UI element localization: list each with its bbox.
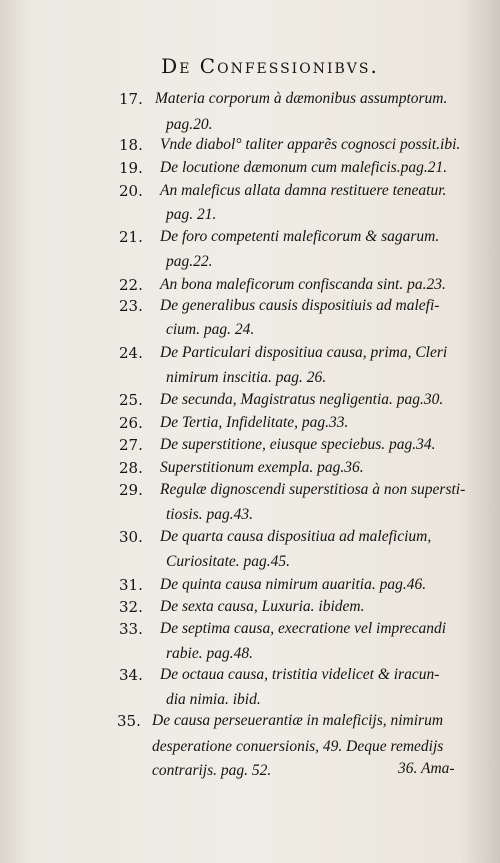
entry-text-line: De sexta causa, Luxuria. ibidem. xyxy=(160,598,365,615)
entry-text-line: De foro competenti maleficorum & sagarum. xyxy=(160,228,440,245)
entry-text-line: pag. 21. xyxy=(166,206,217,223)
entry-number: 35. xyxy=(117,712,141,730)
entry-number: 30. xyxy=(119,528,143,546)
entry-number: 32. xyxy=(119,598,143,616)
entry-number: 31. xyxy=(119,576,143,594)
entry-text-line: Regulæ dignoscendi superstitiosa à non supersti- xyxy=(160,481,466,498)
entry-number: 27. xyxy=(119,436,143,454)
entry-number: 26. xyxy=(119,414,143,432)
entry-text-line: De quarta causa dispositiua ad maleficium, xyxy=(160,528,432,545)
entry-text-line: Vnde diabol° taliter apparẽs cognosci possit.ibi. xyxy=(160,136,461,153)
entry-text-line: pag.22. xyxy=(166,253,213,270)
entry-number: 24. xyxy=(119,344,143,362)
entry-text-line: De locutione dæmonum cum maleficis.pag.21. xyxy=(160,159,448,176)
entry-text-line: nimirum inscitia. pag. 26. xyxy=(166,369,327,386)
entry-number: 34. xyxy=(119,666,143,684)
entry-text-line: tiosis. pag.43. xyxy=(166,506,253,523)
entry-number: 21. xyxy=(119,228,143,246)
entry-number: 22. xyxy=(119,276,143,294)
catchword: 36. Ama- xyxy=(398,760,455,777)
entry-number: 33. xyxy=(119,620,143,638)
entry-text-line: pag.20. xyxy=(166,116,213,133)
entry-text-line: De Particulari dispositiua causa, prima, Cleri xyxy=(160,344,448,361)
entry-number: 20. xyxy=(119,182,143,200)
entry-text-line: An maleficus allata damna restituere teneatur. xyxy=(160,182,447,199)
entry-text-line: dia nimia. ibid. xyxy=(166,691,261,708)
entry-number: 29. xyxy=(119,481,143,499)
entry-number: 17. xyxy=(119,90,143,108)
entry-text-line: rabie. pag.48. xyxy=(166,645,253,662)
entry-text-line: Materia corporum à dæmonibus assumptorum. xyxy=(155,90,448,107)
entry-text-line: An bona maleficorum confiscanda sint. pa.23. xyxy=(160,276,446,293)
entry-text-line: De octaua causa, tristitia videlicet & iracun- xyxy=(160,666,440,683)
entry-number: 18. xyxy=(119,136,143,154)
entry-text-line: De causa perseuerantiæ in maleficijs, nimirum xyxy=(152,712,444,729)
entry-number: 19. xyxy=(119,159,143,177)
entry-text-line: De generalibus causis dispositiuis ad malefi- xyxy=(160,297,440,314)
entry-text-line: Curiositate. pag.45. xyxy=(166,553,291,570)
entry-text-line: De superstitione, eiusque speciebus. pag.34. xyxy=(160,436,436,453)
entry-text-line: Superstitionum exempla. pag.36. xyxy=(160,459,364,476)
entry-text-line: desperatione conuersionis, 49. Deque remedijs xyxy=(152,738,444,755)
entry-number: 28. xyxy=(119,459,143,477)
entry-text-line: De quinta causa nimirum auaritia. pag.46. xyxy=(160,576,427,593)
entry-text-line: cium. pag. 24. xyxy=(166,321,255,338)
entry-number: 25. xyxy=(119,391,143,409)
entry-text-line: contrarijs. pag. 52. xyxy=(152,762,272,779)
entry-text-line: De Tertia, Infidelitate, pag.33. xyxy=(160,414,349,431)
running-header: De Confessionibvs. xyxy=(161,54,379,78)
entry-text-line: De secunda, Magistratus negligentia. pag.30. xyxy=(160,391,444,408)
entry-number: 23. xyxy=(119,297,143,315)
entry-text-line: De septima causa, execratione vel imprecandi xyxy=(160,620,447,637)
